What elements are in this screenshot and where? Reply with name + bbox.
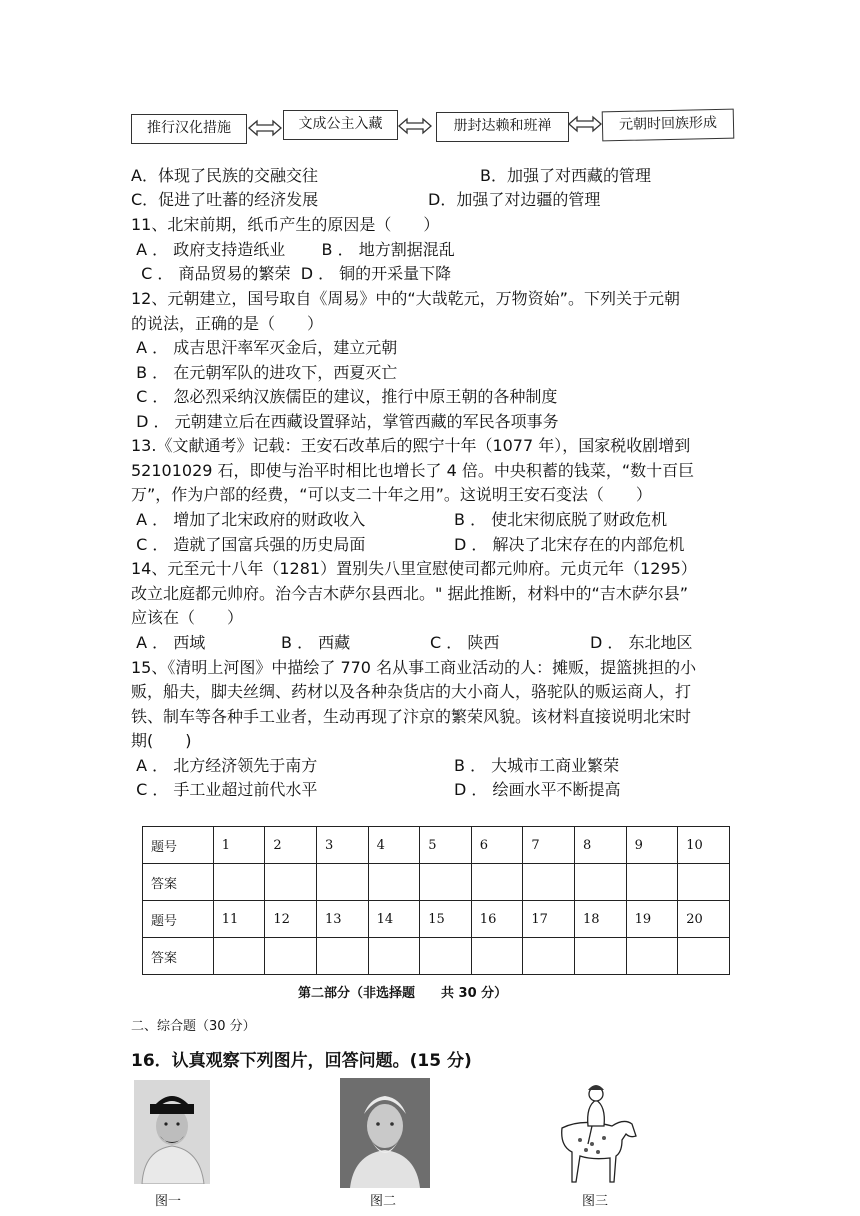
answer-cell[interactable] [420, 938, 472, 975]
section-heading: 二、综合题（30 分） [131, 1019, 256, 1034]
answer-cell[interactable] [316, 864, 368, 901]
q14-option-c: C ． 陕西 [430, 633, 500, 652]
q15-option-c: C ． 手工业超过前代水平 [131, 780, 318, 799]
q15-stem-line3: 铁、制车等各种手工业者，生动再现了汴京的繁荣风貌。该材料直接说明北宋时 [131, 707, 692, 726]
q14-option-b: B ． 西藏 [281, 633, 351, 652]
table-cell: 7 [523, 827, 575, 864]
table-row [143, 827, 730, 864]
q15-stem-line1: 15、《清明上河图》中描绘了 770 名从事工商业活动的人：摊贩，提篮挑担的小 [131, 658, 697, 677]
table-cell: 16 [471, 901, 523, 938]
answer-cell[interactable] [678, 938, 730, 975]
q10-option-b: B．加强了对西藏的管理 [480, 166, 651, 185]
q13-option-b: B ． 使北宋彻底脱了财政危机 [454, 510, 668, 529]
table-cell: 10 [678, 827, 730, 864]
table-cell: 4 [368, 827, 420, 864]
table-cell: 答案 [143, 864, 214, 901]
answer-cell[interactable] [265, 938, 317, 975]
q15-stem-line4: 期( ) [131, 731, 192, 750]
q15-option-d: D ． 绘画水平不断提高 [454, 780, 621, 799]
q15-option-a: A ． 北方经济领先于南方 [131, 756, 318, 775]
table-cell: 5 [420, 827, 472, 864]
q12-option-d: D ． 元朝建立后在西藏设置驿站，掌管西藏的军民各项事务 [131, 412, 559, 431]
table-row [143, 864, 730, 901]
q12-option-a: A ． 成吉思汗率军灭金后，建立元朝 [131, 338, 398, 357]
table-cell: 2 [265, 827, 317, 864]
q14-option-d: D ． 东北地区 [590, 633, 693, 652]
table-cell: 题号 [143, 827, 214, 864]
table-row [143, 938, 730, 975]
table-cell: 9 [626, 827, 678, 864]
flow-box-3: 册封达赖和班禅 [436, 112, 569, 142]
flow-box-1: 推行汉化措施 [131, 114, 247, 144]
figure-caption: 图三 [582, 1194, 609, 1209]
figure-caption: 图二 [370, 1194, 397, 1209]
answer-cell[interactable] [420, 864, 472, 901]
q13-option-a: A ． 增加了北宋政府的财政收入 [131, 510, 366, 529]
q11-options-ab: A ． 政府支持造纸业 B ． 地方割据混乱 [131, 240, 455, 259]
answer-cell[interactable] [213, 938, 265, 975]
horse-rider-icon [552, 1078, 642, 1186]
q13-option-c: C ． 造就了国富兵强的历史局面 [131, 535, 366, 554]
table-row [143, 901, 730, 938]
table-cell: 11 [213, 901, 265, 938]
q13-stem-line1: 13.《文献通考》记载：王安石改革后的熙宁十年（1077 年），国家税收剧增到 [131, 436, 691, 455]
part2-title: 第二部分（非选择题 共 30 分） [298, 986, 508, 1001]
q13-stem-line3: 万”，作为户部的经费，“可以支二十年之用”。这说明王安石变法（ ） [131, 485, 652, 504]
q12-stem-line1: 12、元朝建立，国号取自《周易》中的“大哉乾元，万物资始”。下列关于元朝 [131, 289, 680, 308]
q15-option-b: B ． 大城市工商业繁荣 [454, 756, 620, 775]
answer-cell[interactable] [471, 938, 523, 975]
table-cell: 14 [368, 901, 420, 938]
table-cell: 1 [213, 827, 265, 864]
table-cell: 题号 [143, 901, 214, 938]
table-cell: 17 [523, 901, 575, 938]
figure-caption: 图一 [155, 1194, 182, 1209]
double-arrow-icon [567, 114, 603, 134]
q14-stem-line3: 应该在（ ） [131, 608, 244, 627]
q14-stem-line2: 改立北庭都元帅府。治今吉木萨尔县西北。" 据此推断，材料中的“吉木萨尔县” [131, 584, 689, 603]
q10-option-d: D．加强了对边疆的管理 [428, 190, 601, 209]
q10-option-c: C．促进了吐蕃的经济发展 [131, 190, 319, 209]
answer-table [142, 826, 730, 975]
table-cell: 3 [316, 827, 368, 864]
table-cell: 15 [420, 901, 472, 938]
q10-option-a: A．体现了民族的交融交往 [131, 166, 318, 185]
q12-option-c: C ． 忽必烈采纳汉族儒臣的建议，推行中原王朝的各种制度 [131, 387, 558, 406]
table-cell: 6 [471, 827, 523, 864]
q11-stem: 11、北宋前期，纸币产生的原因是（ ） [131, 215, 440, 234]
answer-cell[interactable] [316, 938, 368, 975]
answer-cell[interactable] [678, 864, 730, 901]
answer-cell[interactable] [213, 864, 265, 901]
q12-stem-line2: 的说法，正确的是（ ） [131, 314, 324, 333]
table-cell: 18 [575, 901, 627, 938]
double-arrow-icon [247, 118, 283, 138]
answer-cell[interactable] [265, 864, 317, 901]
double-arrow-icon [397, 116, 433, 136]
answer-cell[interactable] [626, 938, 678, 975]
table-cell: 20 [678, 901, 730, 938]
portrait-khan-icon [340, 1078, 430, 1188]
answer-cell[interactable] [471, 864, 523, 901]
table-cell: 19 [626, 901, 678, 938]
q15-stem-line2: 贩，船夫，脚夫丝绸、药材以及各种杂货店的大小商人，骆驼队的贩运商人，打 [131, 682, 692, 701]
q11-options-cd: C ． 商品贸易的繁荣 D ． 铜的开采量下降 [131, 264, 452, 283]
q16-stem: 16．认真观察下列图片，回答问题。(15 分) [131, 1051, 472, 1071]
answer-cell[interactable] [368, 938, 420, 975]
table-cell: 13 [316, 901, 368, 938]
answer-cell[interactable] [368, 864, 420, 901]
q14-option-a: A ． 西域 [131, 633, 206, 652]
q14-stem-line1: 14、元至元十八年（1281）置别失八里宣慰使司都元帅府。元贞元年（1295） [131, 559, 697, 578]
table-cell: 12 [265, 901, 317, 938]
flow-box-2: 文成公主入藏 [283, 110, 398, 140]
q13-option-d: D ． 解决了北宋存在的内部危机 [454, 535, 685, 554]
answer-cell[interactable] [523, 938, 575, 975]
answer-cell[interactable] [626, 864, 678, 901]
flow-box-4: 元朝时回族形成 [602, 109, 735, 142]
q13-stem-line2: 52101029 石，即使与治平时相比也增长了 4 倍。中央积蓄的钱菜，“数十百巨 [131, 461, 695, 480]
answer-cell[interactable] [575, 938, 627, 975]
table-cell: 答案 [143, 938, 214, 975]
table-cell: 8 [575, 827, 627, 864]
answer-cell[interactable] [523, 864, 575, 901]
portrait-emperor-icon [134, 1080, 210, 1184]
q12-option-b: B ． 在元朝军队的进攻下，西夏灭亡 [131, 363, 398, 382]
answer-cell[interactable] [575, 864, 627, 901]
